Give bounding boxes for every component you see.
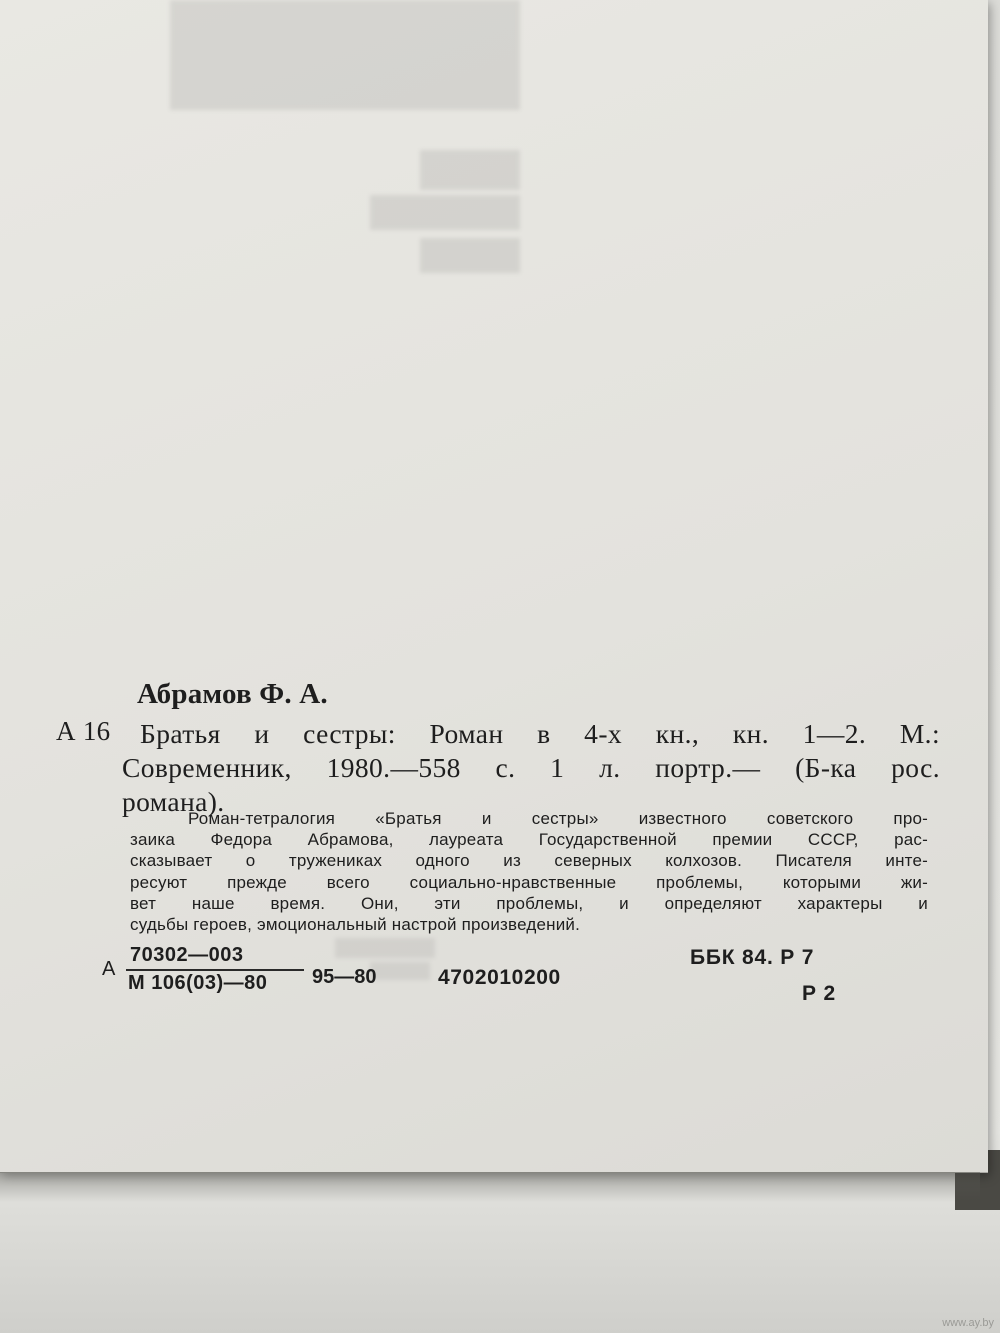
bibliography-line: Современник, 1980.—558 с. 1 л. портр.— (Б-ка рос. xyxy=(122,752,940,783)
classification-numerator: 70302—003 xyxy=(130,944,244,966)
isbn-number: 4702010200 xyxy=(438,966,561,989)
annotation xyxy=(130,808,928,935)
annotation-line: вет наше время. Они, эти проблемы, и определяют характеры и xyxy=(130,893,928,913)
author-name: Абрамов Ф. А. xyxy=(137,678,328,710)
classification-denominator: М 106(03)—80 xyxy=(128,972,268,994)
bibliographic-description xyxy=(122,717,940,819)
page-shadow xyxy=(0,1172,980,1202)
annotation-line: заика Федора Абрамова, лауреата Государственной премии СССР, рас- xyxy=(130,830,928,850)
bbk-code: ББК 84. Р 7 xyxy=(690,946,815,969)
fraction-line xyxy=(126,969,304,971)
classification-letter: А xyxy=(102,958,116,980)
bibliography-line: Братья и сестры: Роман в 4-х кн., кн. 1—2. М.: xyxy=(140,718,940,749)
annotation-line: сказывает о тружениках одного из северных колхозов. Писателя инте- xyxy=(130,851,928,871)
annotation-line: ресуют прежде всего социально-нравственные проблемы, которыми жи- xyxy=(130,872,928,892)
annotation-line: Роман-тетралогия «Братья и сестры» известного советского про- xyxy=(188,809,928,828)
author-code: А 16 xyxy=(56,716,111,746)
watermark: www.ay.by xyxy=(942,1317,994,1329)
order-number: 95—80 xyxy=(312,966,377,988)
bibliography-line: романа). xyxy=(122,786,225,817)
annotation-line: судьбы героев, эмоциональный настрой произведений. xyxy=(130,915,581,935)
bbk-subcode: Р 2 xyxy=(802,982,836,1005)
